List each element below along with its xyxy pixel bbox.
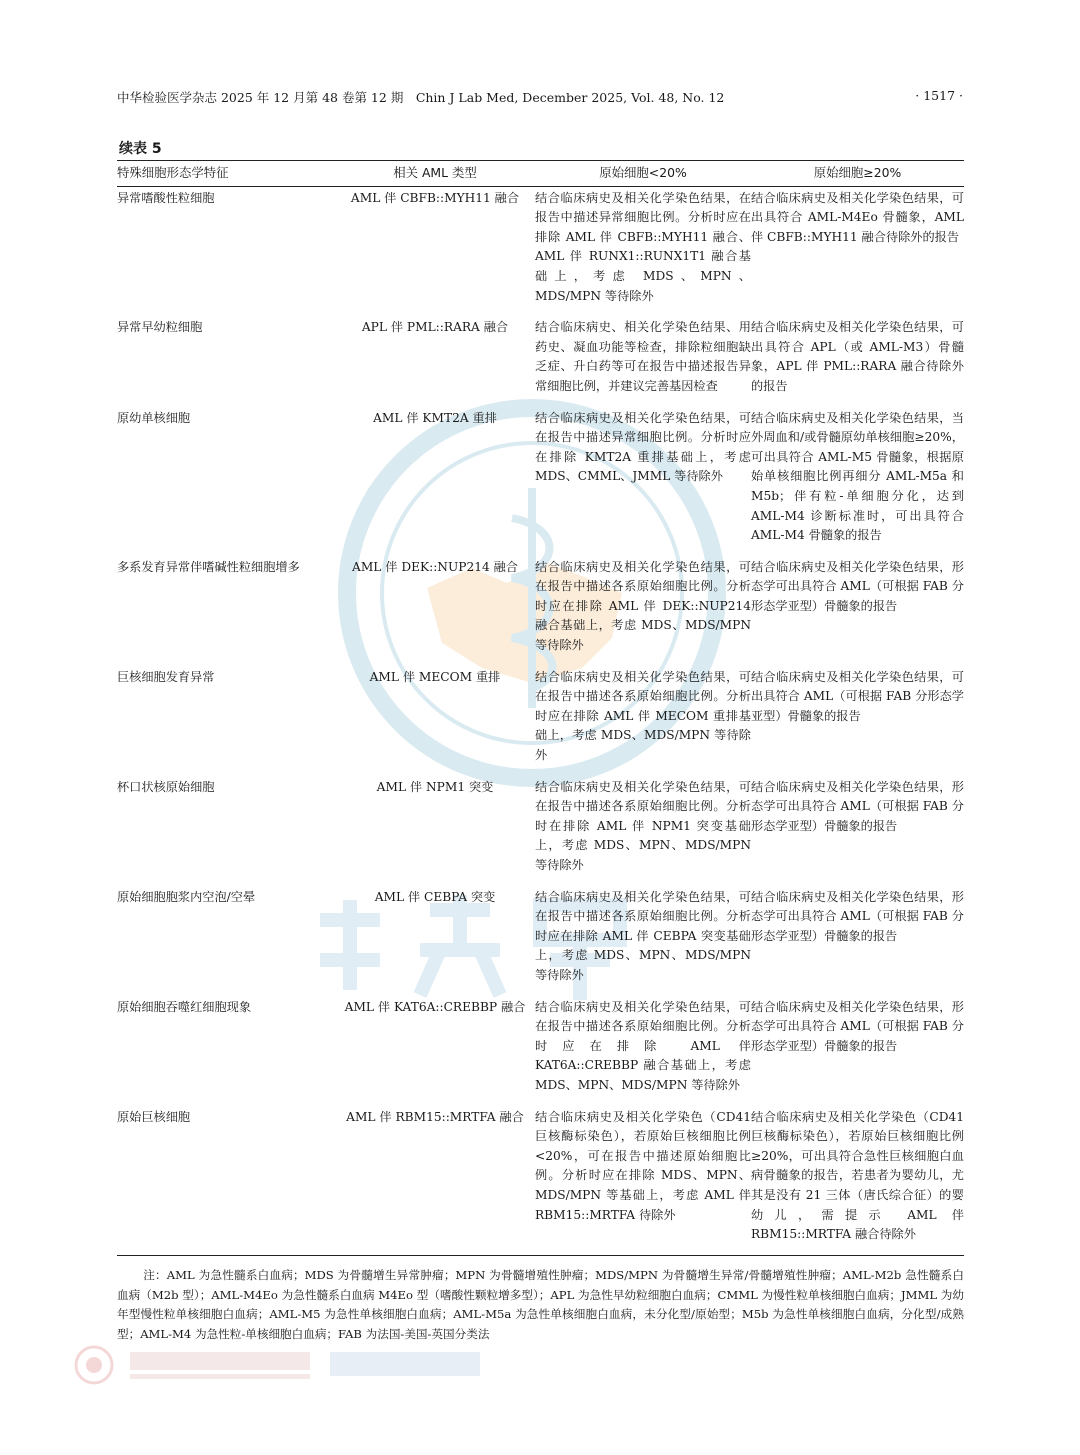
publisher-logo xyxy=(70,1342,490,1388)
blast-lt20-cell: 结合临床病史、相关化学染色结果、用药史、凝血功能等检查，排除粒细胞缺乏症、升白药等可在报告中描述报告异常细胞比例，并建议完善基因检查 xyxy=(535,320,751,393)
blast-lt20-cell: 结合临床病史及相关化学染色结果，可在报告中描述各系原始细胞比例。分析时应在排除 AML 伴 CEBPA 突变基础上，考虑 MDS、MPN、MDS/MPN 等待除外 xyxy=(535,889,751,982)
aml-type-cell: AML 伴 KAT6A::CREBBP 融合 xyxy=(344,999,526,1014)
blast-lt20-cell: 结合临床病史及相关化学染色结果，在报告中描述异常细胞比例。分析时应在排除 AML 伴 CBFB::MYH11 融合、AML 伴 RUNX1::RUNX1T1 融合基础上，考虑 MDS、MPN、MDS/MPN 等待除外 xyxy=(535,190,751,303)
feature-cell: 杯口状核原始细胞 xyxy=(117,779,215,794)
aml-type-cell: AML 伴 RBM15::MRTFA 融合 xyxy=(335,1106,535,1256)
feature-cell: 原始细胞吞噬红细胞现象 xyxy=(117,999,252,1014)
blast-ge20-cell: 结合临床病史及相关化学染色结果，形态学可出具符合 AML（可根据 FAB 分形态学亚型）骨髓象的报告 xyxy=(751,999,964,1053)
table-row xyxy=(117,407,964,556)
table-footnote xyxy=(117,1266,964,1344)
feature-cell: 异常早幼粒细胞 xyxy=(117,320,203,335)
blast-ge20-cell: 结合临床病史及相关化学染色（CD41 巨核酶标染色），若原始巨核细胞比例≥20%，可出具符合急性巨核细胞白血病骨髓象的报告，若患者为婴幼儿，尤其是没有 21 三体（唐氏综合征）的婴幼儿，需提示 AML 伴 RBM15::MRTFA 融合待除外 xyxy=(751,1106,964,1256)
table-row xyxy=(117,186,964,316)
blast-ge20-cell: 结合临床病史及相关化学染色结果，可出具符合 AML-M4Eo 骨髓象，AML 伴 CBFB::MYH11 融合待除外的报告 xyxy=(751,190,964,244)
feature-cell: 原始巨核细胞 xyxy=(117,1106,335,1256)
running-header xyxy=(117,88,963,108)
table-header-row xyxy=(117,161,964,187)
blast-lt20-cell: 结合临床病史及相关化学染色结果，可在报告中描述各系原始细胞比例。分析时应在排除 AML 伴 DEK::NUP214 融合基础上，考虑 MDS、MDS/MPN 等待除外 xyxy=(535,559,751,653)
column-header: 原始细胞<20% xyxy=(535,161,751,187)
page-number: · 1517 · xyxy=(915,88,963,103)
table-row xyxy=(117,886,964,996)
blast-lt20-cell: 结合临床病史及相关化学染色（CD41 巨核酶标染色），若原始巨核细胞比例<20%，可在报告中描述原始细胞比例。分析时应在排除 MDS、MPN、MDS/MPN 等基础上，考虑 AML 伴 RBM15::MRTFA 待除外 xyxy=(535,1106,751,1256)
blast-ge20-cell: 结合临床病史及相关化学染色结果，可出具符合 AML（可根据 FAB 分形态学亚型）骨髓象的报告 xyxy=(751,669,964,723)
feature-cell: 原始细胞胞浆内空泡/空晕 xyxy=(117,889,256,904)
feature-cell: 原幼单核细胞 xyxy=(117,410,191,425)
table-row xyxy=(117,776,964,886)
blast-lt20-cell: 结合临床病史及相关化学染色结果，可在报告中描述各系原始细胞比例。分析时应在排除 AML 伴 KAT6A::CREBBP 融合基础上，考虑 MDS、MPN、MDS/MPN 等待除外 xyxy=(535,999,751,1092)
column-header: 相关 AML 类型 xyxy=(335,161,535,187)
table-row xyxy=(117,666,964,776)
blast-lt20-cell: 结合临床病史及相关化学染色结果，可在报告中描述各系原始细胞比例。分析时在排除 AML 伴 NPM1 突变基础上，考虑 MDS、MPN、MDS/MPN 等待除外 xyxy=(535,779,751,872)
aml-type-cell: AML 伴 DEK::NUP214 融合 xyxy=(352,559,518,574)
table-row xyxy=(117,996,964,1106)
aml-type-cell: AML 伴 CBFB::MYH11 融合 xyxy=(350,190,520,205)
blast-ge20-cell: 结合临床病史及相关化学染色结果，形态学可出具符合 AML（可根据 FAB 分形态学亚型）骨髓象的报告 xyxy=(751,779,964,833)
table-row xyxy=(117,316,964,406)
journal-citation: 中华检验医学杂志 2025 年 12 月第 48 卷第 12 期 Chin J Lab Med, December 2025, Vol. 48, No. 12 xyxy=(117,90,725,105)
column-header: 原始细胞≥20% xyxy=(751,161,964,187)
aml-type-cell: AML 伴 MECOM 重排 xyxy=(369,669,501,684)
feature-cell: 多系发育异常伴嗜碱性粒细胞增多 xyxy=(117,559,300,574)
morphology-table xyxy=(117,160,964,1256)
table-row xyxy=(117,556,964,666)
aml-type-cell: AML 伴 CEBPA 突变 xyxy=(374,889,496,904)
column-header: 特殊细胞形态学特征 xyxy=(117,161,335,187)
aml-type-cell: AML 伴 KMT2A 重排 xyxy=(373,410,497,425)
feature-cell: 巨核细胞发育异常 xyxy=(117,669,215,684)
table-caption: 续表 5 xyxy=(119,141,162,157)
aml-type-cell: APL 伴 PML::RARA 融合 xyxy=(361,320,509,335)
table-row xyxy=(117,1106,964,1256)
blast-ge20-cell: 结合临床病史及相关化学染色结果，形态学可出具符合 AML（可根据 FAB 分形态学亚型）骨髓象的报告 xyxy=(751,889,964,943)
footnote-text: 注：AML 为急性髓系白血病；MDS 为骨髓增生异常肿瘤；MPN 为骨髓增殖性肿瘤；MDS/MPN 为骨髓增生异常/骨髓增殖性肿瘤；AML-M2b 急性髓系白血病（M2b 型）；AML-M4Eo 为急性髓系白血病 M4Eo 型（嗜酸性颗粒增多型）；APL 为急性早幼粒细胞白血病；CMML 为慢性粒单核细胞白血病；JMML 为幼年型慢性粒单核细胞白血病；AML-M5 为急性单核细胞白血病；AML-M5a 为急性单核细胞白血病，未分化型/原始型；M5b 为急性单核细胞白血病，分化型/成熟型；AML-M4 为急性粒-单核细胞白血病；FAB 为法国-美国-英国分类法 xyxy=(117,1268,964,1341)
aml-type-cell: AML 伴 NPM1 突变 xyxy=(376,779,494,794)
blast-ge20-cell: 结合临床病史及相关化学染色结果，可出具符合 APL（或 AML-M3）骨髓象，APL 伴 PML::RARA 融合待除外的报告 xyxy=(751,320,964,393)
feature-cell: 异常嗜酸性粒细胞 xyxy=(117,190,215,205)
blast-ge20-cell: 结合临床病史及相关化学染色结果，当外周血和/或骨髓原幼单核细胞≥20%，可出具符合 AML-M5 骨髓象，根据原始单核细胞比例再细分 AML-M5a 和 M5b；伴有粒-单细胞分化，达到 AML-M4 诊断标准时，可出具符合 AML-M4 骨髓象的报告 xyxy=(751,410,964,543)
blast-lt20-cell: 结合临床病史及相关化学染色结果，可在报告中描述异常细胞比例。分析时应在排除 KMT2A 重排基础上，考虑 MDS、CMML、JMML 等待除外 xyxy=(535,410,751,484)
blast-lt20-cell: 结合临床病史及相关化学染色结果，可在报告中描述各系原始细胞比例。分析时应在排除 AML 伴 MECOM 重排基础上，考虑 MDS、MDS/MPN 等待除外 xyxy=(535,669,751,763)
blast-ge20-cell: 结合临床病史及相关化学染色结果，形态学可出具符合 AML（可根据 FAB 分形态学亚型）骨髓象的报告 xyxy=(751,559,964,613)
